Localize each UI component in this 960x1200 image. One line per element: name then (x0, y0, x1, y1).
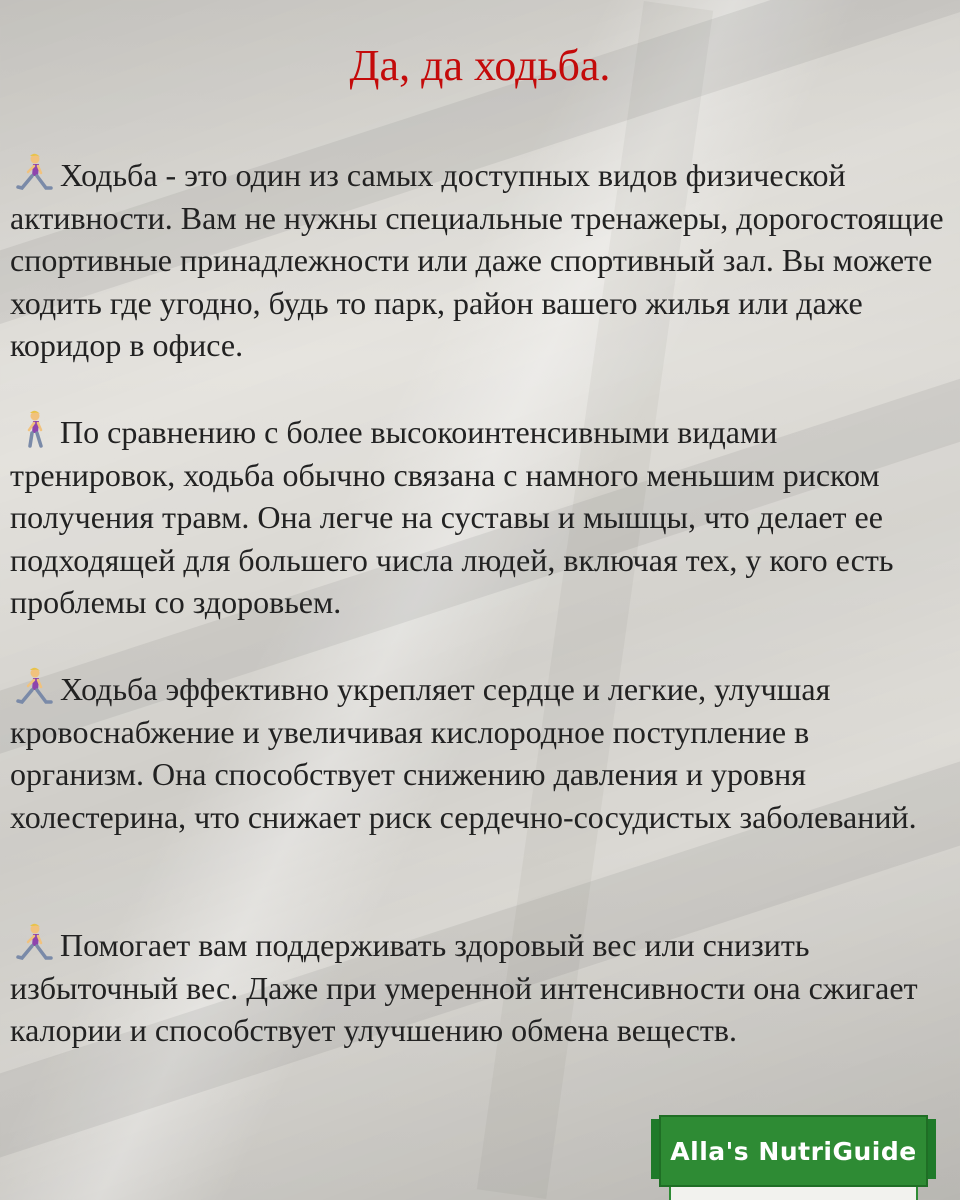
paragraph-4 (10, 922, 945, 1052)
brand-badge (651, 1115, 936, 1200)
paragraph-text: Помогает вам поддерживать здоровый вес или снизить избыточный вес. Даже при умеренной интенсивности она сжигает калории и способствует улучшению обмена веществ. (10, 927, 918, 1048)
woman-walking-icon (10, 666, 58, 706)
paragraph-text: По сравнению с более высокоинтенсивными видами тренировок, ходьба обычно связана с намного меньшим риском получения травм. Она легче на суставы и мышцы, что делает ее подходящей для большего числа людей, включая тех, у кого есть проблемы со здоровьем. (10, 414, 894, 620)
woman-walking-icon (10, 152, 58, 192)
badge-ribbon (659, 1115, 928, 1187)
badge-panel (669, 1187, 918, 1200)
paragraph-2 (10, 409, 945, 624)
badge-label: Alla's NutriGuide (670, 1136, 917, 1166)
paragraph-text: Ходьба - это один из самых доступных видов физической активности. Вам не нужны специальные тренажеры, дорогостоящие спортивные принадлежности или даже спортивный зал. Вы можете ходить где угодно, будь то парк, район вашего жилья или даже коридор в офисе. (10, 157, 944, 363)
paragraph-3 (10, 666, 945, 838)
woman-walking-icon (10, 922, 58, 962)
woman-walking-icon (10, 409, 58, 449)
page-title: Да, да ходьба. (349, 41, 611, 90)
paragraph-1 (10, 152, 945, 367)
paragraph-text: Ходьба эффективно укрепляет сердце и легкие, улучшая кровоснабжение и увеличивая кислородное поступление в организм. Она способствует снижению давления и уровня холестерина, что снижает риск сердечно-сосудистых заболеваний. (10, 671, 917, 835)
